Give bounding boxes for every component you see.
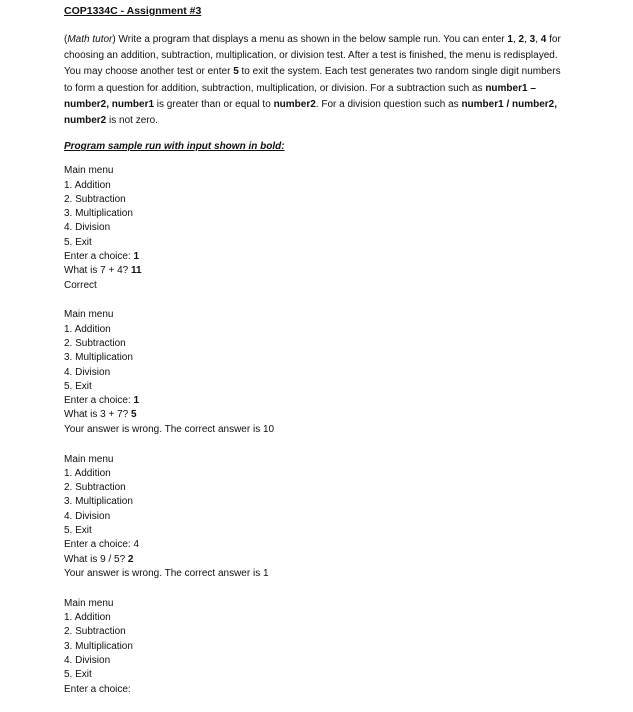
sample-runs xyxy=(64,164,564,697)
text-segment: 1. Addition xyxy=(64,612,111,624)
console-line xyxy=(64,640,564,654)
bold-text: number1 – number2, number1 xyxy=(64,82,536,110)
console-line xyxy=(64,264,564,278)
text-segment: 5. Exit xyxy=(64,525,92,537)
bold-text: number2 xyxy=(273,98,316,110)
console-line xyxy=(64,323,564,337)
bold-text: 11 xyxy=(130,265,142,277)
console-line xyxy=(64,366,564,380)
text-segment: Your answer is wrong. The correct answer is 1 xyxy=(64,567,269,579)
text-segment: 2. Subtraction xyxy=(64,482,126,494)
text-segment: is not zero. xyxy=(106,115,158,127)
text-segment: Enter a choice: xyxy=(64,251,134,262)
text-segment: Main menu xyxy=(64,309,114,321)
text-segment: Correct xyxy=(64,279,97,291)
text-segment: Enter a choice: xyxy=(64,395,134,407)
text-segment: , xyxy=(535,34,541,45)
text-segment: is greater than or equal to xyxy=(154,98,274,110)
text-segment: 1. Addition xyxy=(64,179,111,191)
text-segment: 4. Division xyxy=(64,510,111,522)
text-segment: 1. Addition xyxy=(64,467,111,479)
bold-text: number1 / number2, number2 xyxy=(64,98,558,127)
console-line xyxy=(64,567,564,581)
text-segment: 3. Multiplication xyxy=(64,496,133,508)
console-line xyxy=(64,453,564,467)
text-segment: 2. Subtraction xyxy=(64,337,126,349)
console-line xyxy=(64,668,564,682)
console-line xyxy=(64,467,564,481)
console-line xyxy=(64,423,564,437)
text-segment: 1. Addition xyxy=(64,323,111,335)
text-segment: 3. Multiplication xyxy=(64,208,133,220)
text-segment: 4. Division xyxy=(64,222,111,234)
console-line xyxy=(64,207,564,221)
text-segment: 4. Division xyxy=(64,654,111,666)
bold-text: 1 xyxy=(507,34,513,45)
console-line xyxy=(64,553,564,567)
text-segment: for choosing an addition, subtraction, multiplication, or division test. After a test is finished, the menu is redisplayed. You may choose another test or enter xyxy=(64,34,561,78)
text-segment: What is 7 + 4? xyxy=(64,265,131,277)
text-segment: to exit the system. Each test generates two random single digit numbers to form a question for addition, subtraction, multiplication, or division. For a subtraction such as xyxy=(64,66,561,94)
console-line xyxy=(64,351,564,365)
console-line xyxy=(64,524,564,538)
console-line xyxy=(64,408,564,422)
sample-run-block xyxy=(64,597,564,697)
italic-text: Math tutor xyxy=(67,34,113,45)
console-line xyxy=(64,164,564,178)
console-line xyxy=(64,221,564,235)
bold-text: 4 xyxy=(540,34,547,45)
console-line xyxy=(64,394,564,408)
assignment-title: COP1334C - Assignment #3 xyxy=(64,5,202,17)
bold-text: 2 xyxy=(127,553,134,565)
console-line xyxy=(64,179,564,193)
text-segment: , xyxy=(524,34,530,45)
console-line xyxy=(64,337,564,351)
console-line xyxy=(64,538,564,552)
text-segment: 2. Subtraction xyxy=(64,626,126,638)
console-line xyxy=(64,510,564,524)
document-page xyxy=(64,0,564,712)
text-segment: . For a division question such as xyxy=(315,98,462,110)
sample-run-block xyxy=(64,164,564,293)
bold-text: 2 xyxy=(518,34,525,45)
text-segment: 3. Multiplication xyxy=(64,640,133,652)
text-segment: ) Write a program that displays a menu as shown in the below sample run. You can enter xyxy=(112,34,508,45)
bold-text: 3 xyxy=(529,34,536,45)
console-line xyxy=(64,495,564,509)
console-line xyxy=(64,308,564,322)
bold-text: 1 xyxy=(133,251,140,262)
text-segment: What is 9 / 5? xyxy=(64,553,128,565)
text-segment: Your answer is wrong. The correct answer is 10 xyxy=(64,423,275,435)
text-segment: Enter a choice: xyxy=(64,683,131,695)
sample-run-heading: Program sample run with input shown in bold: xyxy=(64,141,285,153)
text-segment: Main menu xyxy=(64,597,114,609)
text-segment: , xyxy=(512,34,519,45)
console-line xyxy=(64,654,564,668)
text-segment: Enter a choice: 4 xyxy=(64,539,140,551)
console-line xyxy=(64,250,564,264)
text-segment: What is 3 + 7? xyxy=(64,409,131,421)
text-segment: 5. Exit xyxy=(64,236,92,248)
console-line xyxy=(64,611,564,625)
text-segment: 3. Multiplication xyxy=(64,352,133,364)
sample-run-block xyxy=(64,453,564,582)
console-line xyxy=(64,193,564,207)
console-line xyxy=(64,625,564,639)
bold-text: 5 xyxy=(233,66,239,78)
text-segment: 5. Exit xyxy=(64,380,92,392)
bold-text: 1 xyxy=(133,395,140,407)
text-segment: Main menu xyxy=(64,453,114,465)
text-segment: ( xyxy=(64,34,68,45)
bold-text: 5 xyxy=(130,409,137,421)
console-line xyxy=(64,481,564,495)
console-line xyxy=(64,597,564,611)
text-segment: 4. Division xyxy=(64,366,111,378)
text-segment: 2. Subtraction xyxy=(64,193,126,205)
console-line xyxy=(64,380,564,394)
text-segment: 5. Exit xyxy=(64,669,92,681)
sample-run-block xyxy=(64,308,564,437)
console-line xyxy=(64,279,564,293)
text-segment: Main menu xyxy=(64,165,114,177)
console-line xyxy=(64,236,564,250)
assignment-description xyxy=(64,32,564,129)
